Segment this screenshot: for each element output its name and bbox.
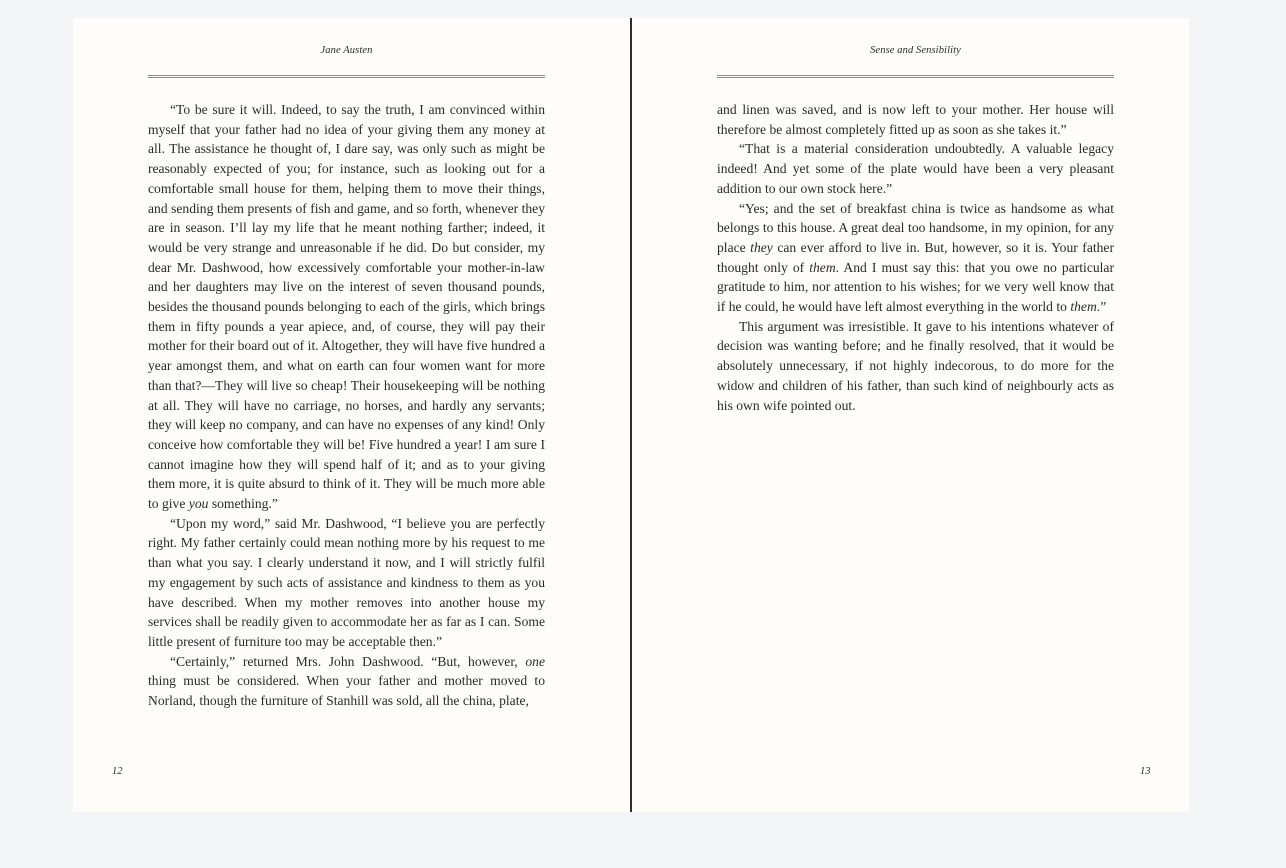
paragraph xyxy=(717,100,1114,139)
text-run: can ever afford to live in. But, however, so it is. Your father thought only of xyxy=(717,239,1114,275)
paragraph xyxy=(717,317,1114,416)
running-head-title: Sense and Sensibility xyxy=(870,45,961,56)
running-head-author: Jane Austen xyxy=(320,45,373,56)
right-page[interactable] xyxy=(632,18,1189,812)
header-rule xyxy=(148,75,545,78)
italic-emphasis: you xyxy=(188,496,209,512)
text-run: “Certainly,” returned Mrs. John Dashwood. “But, however, xyxy=(170,653,526,669)
text-run: “That is a material consideration undoubtedly. A valuable legacy indeed! And yet some of the plate would have been a very pleasant addition to our own stock here.” xyxy=(717,141,1114,196)
paragraph xyxy=(148,652,545,711)
left-page[interactable] xyxy=(73,18,630,812)
right-page-text xyxy=(717,100,1114,415)
header-rule xyxy=(717,75,1114,78)
text-run: “To be sure it will. Indeed, to say the truth, I am convinced within myself that your father had no idea of your giving them any money at all. The assistance he thought of, I dare say, was only such as might be reasonably expected of you; for instance, such as looking out for a comfortable small house for them, helping them to move their things, and sending them presents of fish and game, and so forth, whenever they are in season. I’ll lay my life that he meant nothing farther; indeed, it would be very strange and unreasonable if he did. Do but consider, my dear Mr. Dashwood, how excessively comfortable your mother-in-law and her daughters may live on the interest of seven thousand pounds, besides the thousand pounds belonging to each of the girls, which brings them in fifty pounds a year apiece, and, of course, they will pay their mother for their board out of it. Altogether, they will have five hundred a year amongst them, and what on earth can four women want for more than that?—They will live so cheap! Their housekeeping will be nothing at all. They will have no carriage, no horses, and hardly any servants; they will keep no company, and can have no expenses of any kind! Only conceive how comfortable they will be! Five hundred a year! I am sure I cannot imagine how they will spend half of it; and as to your giving them more, it is quite absurd to think of it. They will be much more able to give xyxy=(148,102,545,512)
paragraph xyxy=(148,100,545,514)
text-run: and linen was saved, and is now left to your mother. Her house will therefore be almost completely fitted up as soon as she takes it.” xyxy=(717,102,1114,137)
paragraph xyxy=(717,199,1114,317)
paragraph xyxy=(717,139,1114,198)
italic-emphasis: them xyxy=(809,259,836,275)
text-run: something.” xyxy=(208,496,278,512)
italic-emphasis: them xyxy=(1070,299,1097,315)
text-run: . And I must say this: that you owe no particular gratitude to him, nor attention to his wishes; for we very well know that if he could, he would have left almost everything in the world to xyxy=(717,259,1114,315)
page-number-right: 13 xyxy=(1140,766,1151,777)
text-run: This argument was irresistible. It gave to his intentions whatever of decision was wanting before; and he finally resolved, that it would be absolutely unnecessary, if not highly indecorous, to do more for the widow and children of his father, than such kind of neighbourly acts as his own wife pointed out. xyxy=(717,318,1114,413)
text-run: .” xyxy=(1096,299,1107,315)
paragraph xyxy=(148,514,545,652)
italic-emphasis: they xyxy=(750,239,773,255)
page-number-left: 12 xyxy=(112,766,123,777)
italic-emphasis: one xyxy=(525,653,545,669)
text-run: thing must be considered. When your father and mother moved to Norland, though the furniture of Stanhill was sold, all the china, plate, xyxy=(148,673,545,709)
left-page-text xyxy=(148,100,545,711)
text-run: “Upon my word,” said Mr. Dashwood, “I believe you are perfectly right. My father certainly could mean nothing more by his request to me than what you say. I clearly understand it now, and I will strictly fulfil my engagement by such acts of assistance and kindness to them as you have described. When my mother removes into another house my services shall be readily given to accommodate her as far as I can. Some little present of furniture too may be acceptable then.” xyxy=(148,515,545,649)
text-run: “Yes; and the set of breakfast china is twice as handsome as what belongs to this house. A great deal too handsome, in my opinion, for any place xyxy=(717,200,1114,255)
book-spread xyxy=(73,18,1189,812)
